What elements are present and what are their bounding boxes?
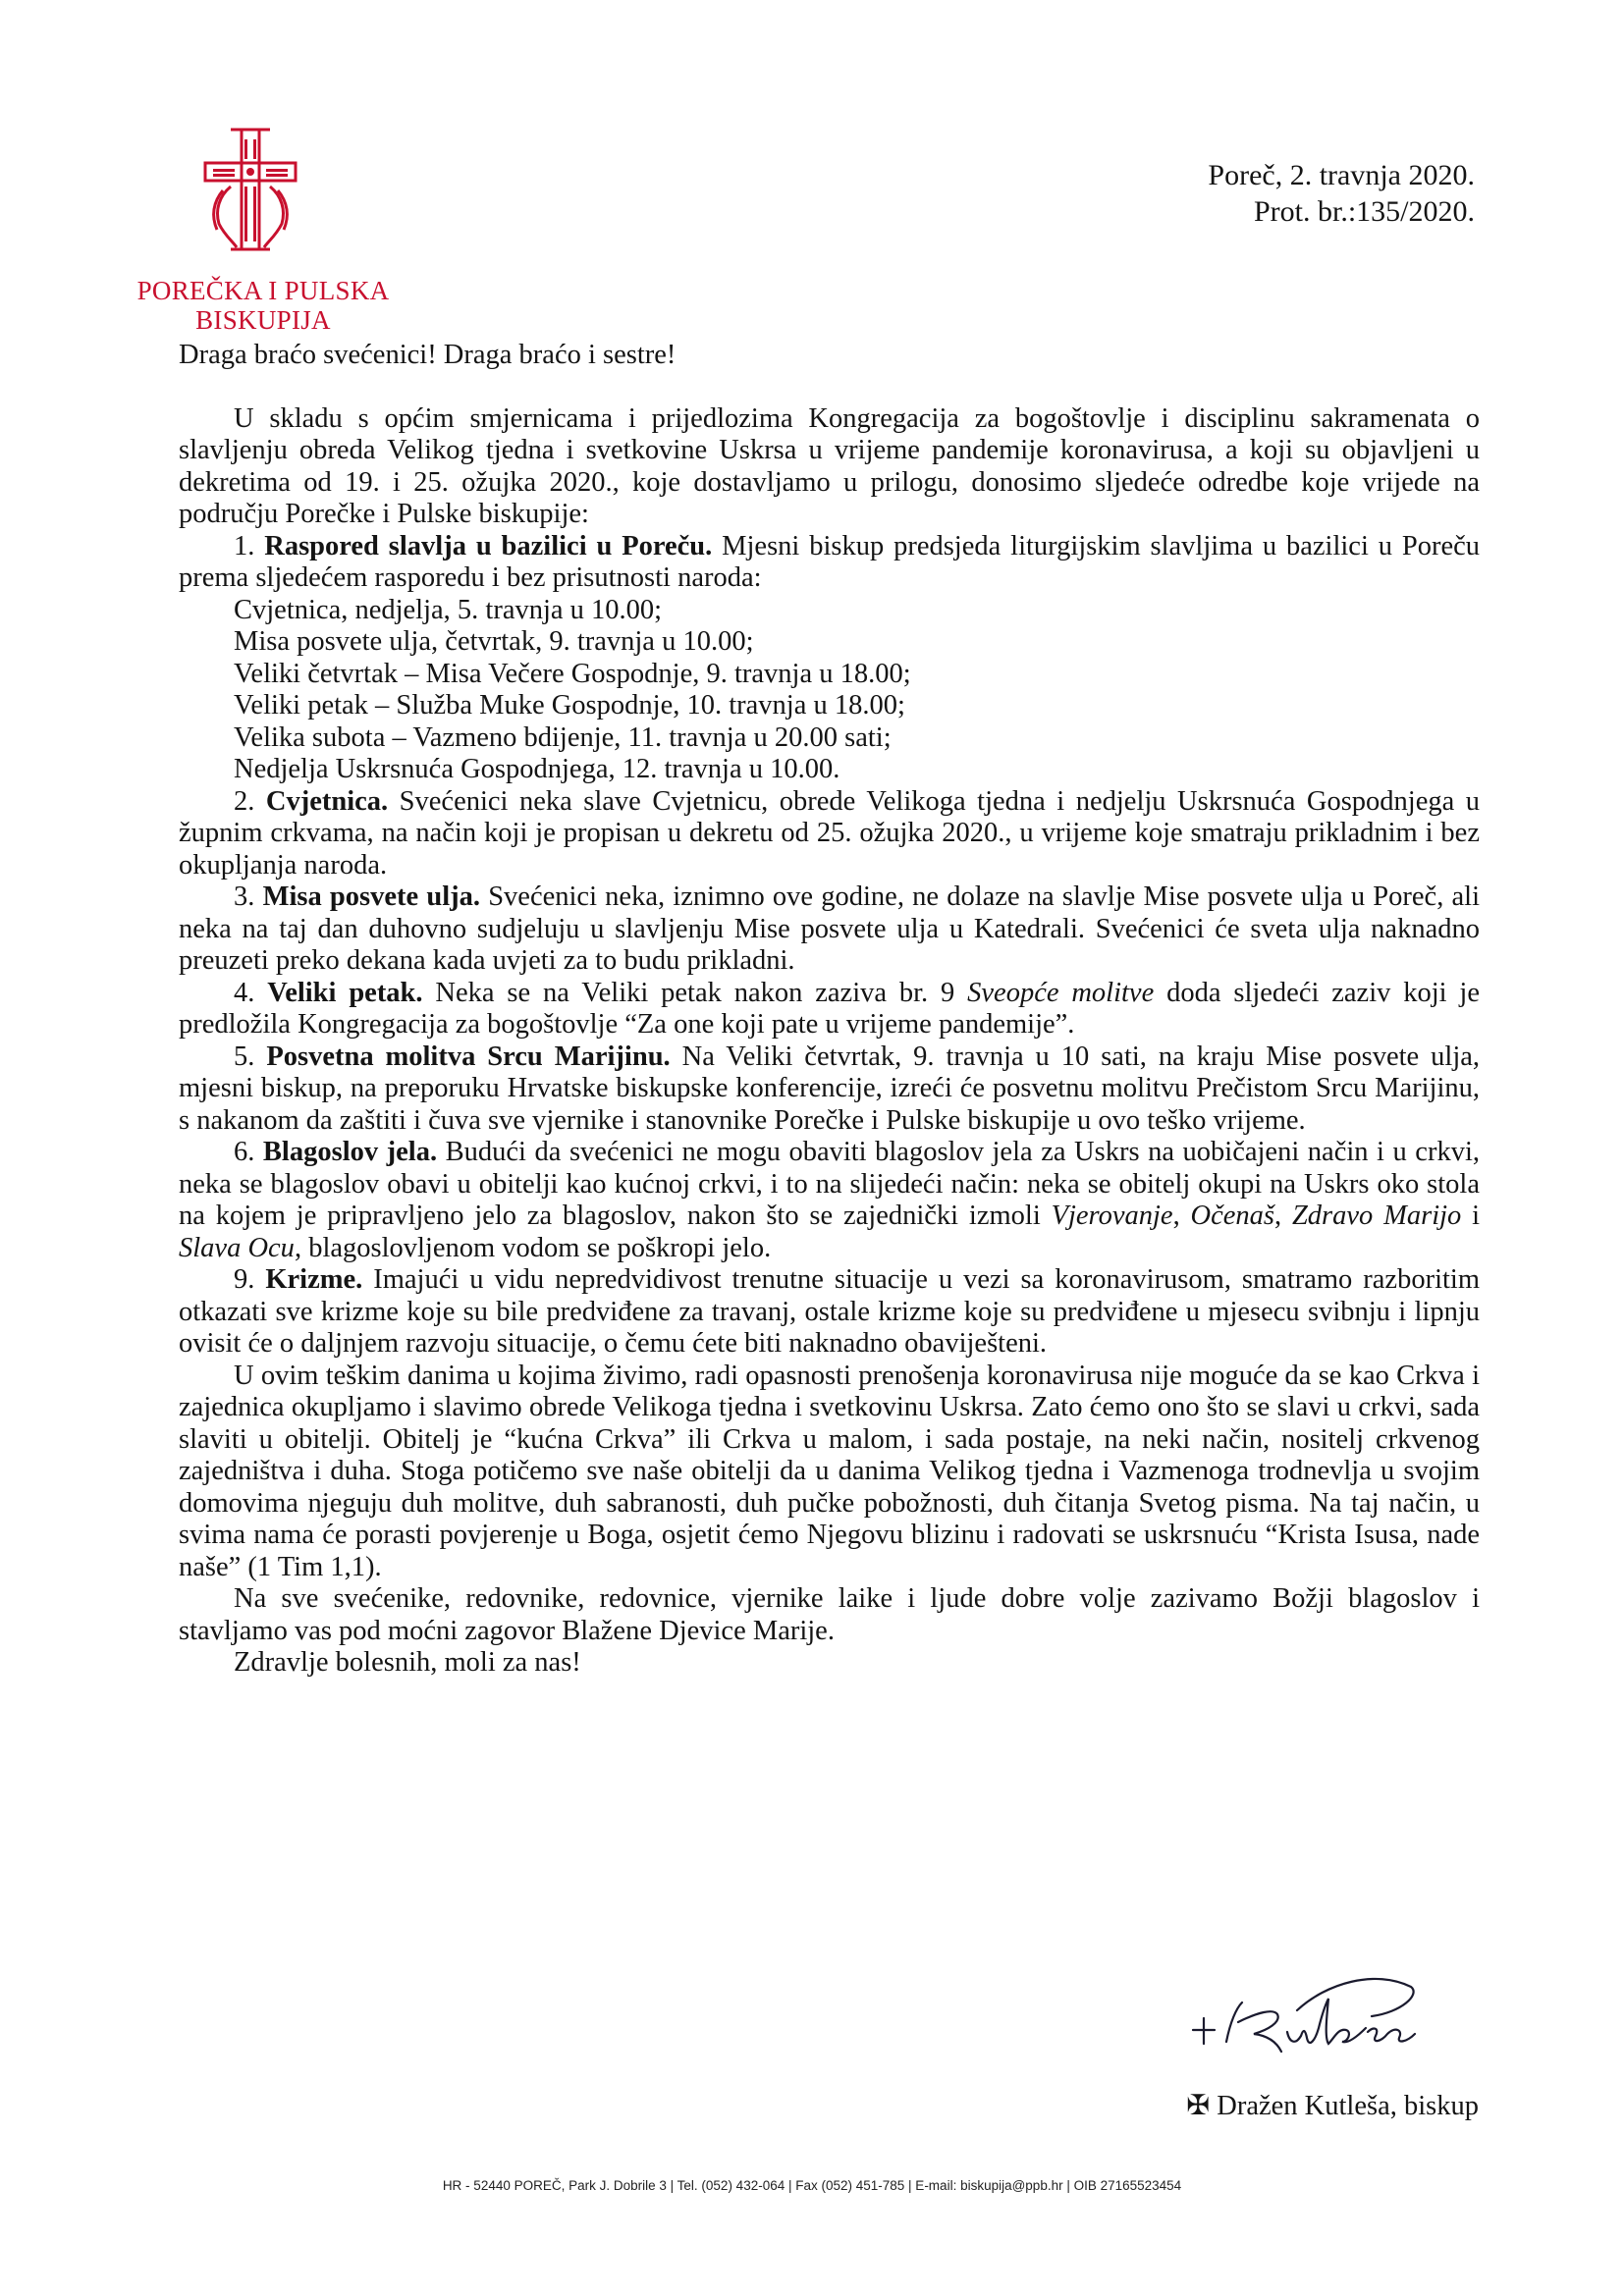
item-4-prayer-title: Sveopće molitve (967, 977, 1155, 1008)
crest-cross-icon (201, 126, 299, 255)
item-4-text-after: doda sljedeći zaziv koji je predložila Kongregacija za bogoštovlje “Za one koji pate u vrijeme pandemije”. (179, 977, 1480, 1040)
signatory-name: ✠ Dražen Kutleša, biskup (1186, 2091, 1479, 2121)
schedule-item: Misa posvete ulja, četvrtak, 9. travnja u 10.00; (234, 626, 754, 657)
item-3 (179, 881, 1480, 978)
item-3-text: Svećenici neka, iznimno ove godine, ne dolaze na slavlje Mise posvete ulja u Poreč, ali neka na taj dan duhovno sudjeluju u slavljenju Mise posvete ulja u Katedrali. Svećenici će sveta ulja naknadno preuzeti preko dekana kada uvjeti za to budu prikladni. (179, 881, 1481, 976)
item-4-text-before: Neka se na Veliki petak nakon zaziva br. 9 (435, 977, 955, 1008)
schedule-item: Cvjetnica, nedjelja, 5. travnja u 10.00; (234, 594, 663, 625)
item-6-text-before: Budući da svećenici ne mogu obaviti blagoslov jela za Uskrs na uobičajeni način i u crkvi, neka se blagoslov obavi u obitelji kao kućnoj crkvi, i to na slijedeći način: neka se obitelj okupi na Uskrs oko stola na kojem je pripravljeno jelo za blagoslov, nakon što se zajednički izmoli (179, 1137, 1480, 1231)
schedule-item: Nedjelja Uskrsnuća Gospodnjega, 12. travnja u 10.00. (234, 754, 840, 784)
item-6: 6. Blagoslov jela. Budući da svećenici ne mogu obaviti blagoslov jela za Uskrs na uobičajeni način i u crkvi, neka se blagoslov obavi u obitelji kao kućnoj crkvi, i to na slijedeći način: neka se obitelj okupi na Uskrs oko stola na kojem je pripravljeno jelo za blagoslov, nakon što se zajednički izmoli Vjerovanje, Očenaš, Zdravo Marijo i Slava Ocu, blagoslovljenom vodom se poškropi jelo. (179, 1137, 1481, 1263)
protocol-number: Prot. br.:135/2020. (1253, 195, 1475, 228)
schedule-item: Veliki petak – Služba Muke Gospodnje, 10. travnja u 18.00; (234, 690, 905, 721)
item-3-number: 3. (234, 881, 255, 912)
schedule-item: Veliki četvrtak – Misa Večere Gospodnje, 9. travnja u 18.00; (234, 658, 911, 689)
prayer-vjerovanje: Vjerovanje (1051, 1201, 1173, 1231)
prayer-zdravo-marijo: Zdravo Marijo (1291, 1201, 1462, 1231)
signature-block (1106, 1973, 1479, 2121)
intro-paragraph: U skladu s općim smjernicama i prijedlozima Kongregacija za bogoštovlje i disciplinu sakramenata o slavljenju obreda Velikog tjedna i svetkovine Uskrsa u vrijeme pandemije koronavirusa, a koji su objavljeni u dekretima od 19. i 25. ožujka 2020., koje dostavljamo u prilogu, donosimo sljedeće odredbe koje vrijede na području Porečke i Pulske biskupije: (179, 402, 1480, 529)
item-9-text: Imajući u vidu nepredvidivost trenutne situacije u vezi sa koronavirusom, smatramo razboritim otkazati sve krizme koje su bile predviđene za travanj, ostale krizme koje su predviđene u mjesecu svibnju i lipnju ovisit će o daljnjem razvoju situacije, o čemu ćete biti naknadno obaviješteni. (179, 1264, 1480, 1359)
item-5-heading: Posvetna molitva Srcu Marijinu. (266, 1041, 671, 1072)
schedule-list (179, 595, 1480, 786)
item-1 (179, 531, 1480, 595)
date-block (1208, 157, 1475, 230)
place-date: Poreč, 2. travnja 2020. (1208, 159, 1475, 191)
item-4-heading: Veliki petak. (267, 977, 423, 1008)
item-1-heading: Raspored slavlja u bazilici u Poreču. (264, 530, 713, 561)
prayer-ocenas: Očenaš (1190, 1201, 1274, 1231)
footer-contact: HR - 52440 POREČ, Park J. Dobrile 3 | Tel. (052) 432-064 | Fax (052) 451-785 | E-mail: biskupija@ppb.hr | OIB 27165523454 (442, 2178, 1182, 2193)
salutation: Draga braćo svećenici! Draga braćo i sestre! (179, 340, 677, 370)
diocese-line-1: POREČKA I PULSKA (136, 276, 390, 305)
item-9-heading: Krizme. (265, 1264, 363, 1295)
item-1-number: 1. (234, 530, 255, 561)
item-5-text: Na Veliki četvrtak, 9. travnja u 10 sati, na kraju Mise posvete ulja, mjesni biskup, na preporuku Hrvatske biskupske konferencije, izreći će posvetnu molitvu Prečistom Srcu Marijinu, s nakanom da zaštiti i čuva sve vjernike i stanovnike Porečke i Pulske biskupije u ovo teško vrijeme. (179, 1041, 1481, 1136)
item-2-number: 2. (234, 785, 255, 817)
prayer-slava-ocu: Slava Ocu (179, 1232, 295, 1263)
schedule-item: Velika subota – Vazmeno bdijenje, 11. travnja u 20.00 sati; (234, 721, 892, 753)
diocese-line-2: BISKUPIJA (195, 305, 331, 335)
item-2-heading: Cvjetnica. (265, 785, 389, 817)
letter-body (179, 340, 1480, 1680)
item-1-text: Mjesni biskup predsjeda liturgijskim slavljima u bazilici u Poreču prema sljedećem rasporedu i bez prisutnosti naroda: (179, 530, 1480, 593)
item-6-text-after: , blagoslovljenom vodom se poškropi jelo. (294, 1232, 772, 1263)
item-2 (179, 786, 1480, 882)
family-paragraph: U ovim teškim danima u kojima živimo, radi opasnosti prenošenja koronavirusa nije moguće da se kao Crkva i zajednica okupljamo i slavimo obrede Velikoga tjedna i svetkovinu Uskrsa. Zato ćemo ono što se slavi u crkvi, sada slaviti u obitelji. Obitelj je “kućna Crkva” ili Crkva u malom, i sada postaje, na neki način, nositelj crkvenog zajedništva i duha. Stoga potičemo sve naše obitelji da u danima Velikog tjedna i Vazmenoga trodnevlja u svojim domovima njeguju duh molitve, duh sabranosti, duh pučke pobožnosti, duh čitanja Svetog pisma. Na taj način, u svima nama će porasti povjerenje u Boga, osjetit ćemo Njegovu blizinu i radovati se uskrsnuću “Krista Isusa, nade naše” (1 Tim 1,1). (179, 1360, 1480, 1582)
item-6-number: 6. (234, 1137, 255, 1167)
handwritten-signature (1179, 1973, 1425, 2066)
item-5-number: 5. (234, 1041, 255, 1072)
conjunction: i (1472, 1201, 1481, 1231)
blessing-paragraph: Na sve svećenike, redovnike, redovnice, vjernike laike i ljude dobre volje zazivamo Božji blagoslov i stavljamo vas pod moćni zagovor Blažene Djevice Marije. (179, 1583, 1480, 1646)
item-2-text: Svećenici neka slave Cvjetnicu, obrede Velikoga tjedna i nedjelju Uskrsnuća Gospodnjega u župnim crkvama, na način koji je propisan u dekretu od 25. ožujka 2020., u vrijeme koje smatraju prikladnim i bez okupljanja naroda. (179, 785, 1481, 881)
item-6-heading: Blagoslov jela. (262, 1137, 438, 1167)
closing-line: Zdravlje bolesnih, moli za nas! (234, 1647, 581, 1678)
item-9 (179, 1264, 1480, 1361)
item-4-number: 4. (234, 977, 255, 1008)
item-9-number: 9. (234, 1264, 255, 1295)
diocese-name (116, 276, 410, 335)
item-4 (179, 978, 1480, 1041)
item-3-heading: Misa posvete ulja. (262, 881, 480, 912)
item-5 (179, 1041, 1480, 1138)
